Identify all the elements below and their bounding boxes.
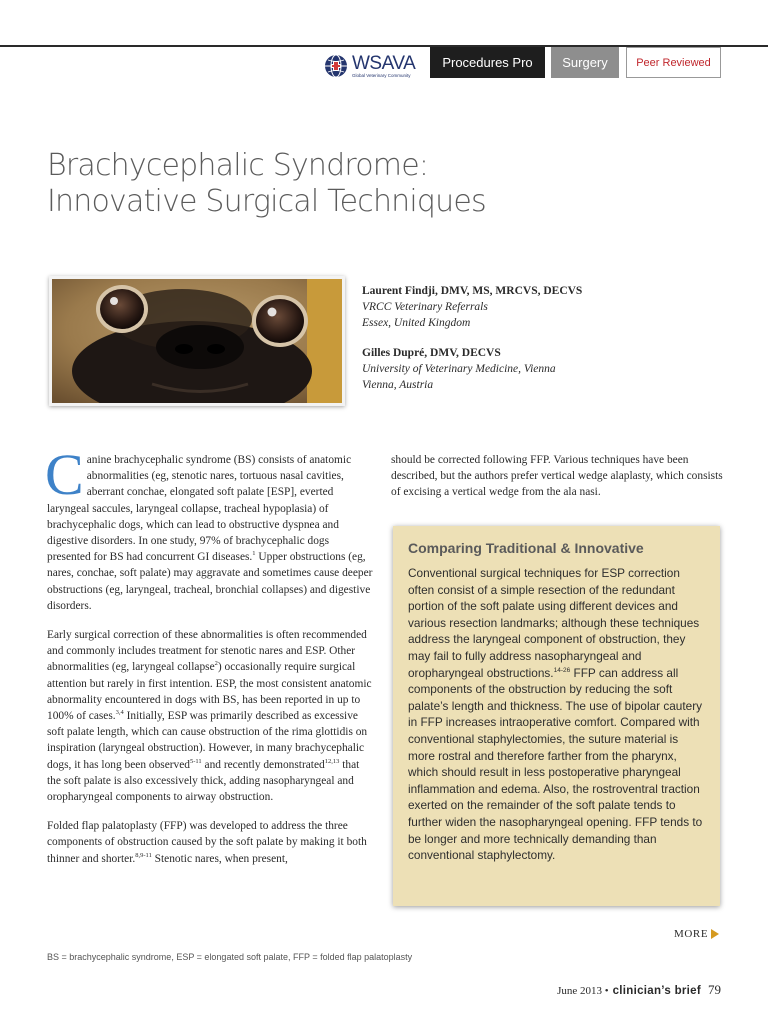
author-location: Essex, United Kingdom (362, 317, 471, 329)
citation: 1 (252, 550, 256, 558)
tab-surgery[interactable]: Surgery (551, 47, 619, 78)
tab-procedures-pro[interactable]: Procedures Pro (430, 47, 545, 78)
sidebar-box (393, 526, 720, 906)
logo-tagline: Global Veterinary Community (352, 72, 411, 78)
author-affiliation: University of Veterinary Medicine, Vienna (362, 363, 556, 375)
author-list (362, 283, 722, 393)
body-column-left (45, 442, 374, 880)
author-affiliation: VRCC Veterinary Referrals (362, 301, 488, 313)
citation: 8,9-11 (135, 851, 152, 859)
citation: 5-11 (190, 757, 202, 765)
page-number: 79 (708, 982, 721, 997)
body-column-right (391, 452, 723, 514)
page-footer (557, 982, 721, 998)
publication-name: clinician’s brief (612, 985, 701, 997)
author-2 (362, 345, 722, 393)
more-label: MORE (674, 928, 709, 940)
pug-face-image (52, 279, 342, 403)
citation: 2 (214, 660, 218, 668)
issue-date: June 2013 • (557, 985, 609, 997)
logo-name: WSAVA (352, 52, 416, 74)
author-name: Laurent Findji, DMV, MS, MRCVS, DECVS (362, 285, 583, 297)
body-paragraph-4: should be corrected following FFP. Various techniques have been described, but the authors prefer vertical wedge alaplasty, which consists of excising a vertical wedge from the ala nasi. (391, 454, 723, 499)
title-line-2: Innovative Surgical Techniques (47, 184, 486, 219)
citation: 12,13 (324, 757, 340, 765)
title-line-1: Brachycephalic Syndrome: (47, 148, 429, 183)
article-title (47, 148, 486, 220)
body-paragraph-3: Folded flap palatoplasty (FFP) was developed to address the three components of obstruction caused by the soft palate by making it both thinner and shorter.$^{8,9-11}$ Stenotic nares, when present, (47, 820, 367, 865)
author-1 (362, 283, 722, 331)
abbreviations-footnote: BS = brachycephalic syndrome, ESP = elongated soft palate, FFP = folded flap palatoplasty (47, 952, 413, 962)
wsava-logo[interactable] (324, 52, 415, 80)
author-location: Vienna, Austria (362, 379, 434, 391)
globe-icon (324, 54, 348, 78)
more-link[interactable] (674, 928, 719, 940)
triangle-right-icon (711, 929, 719, 939)
peer-reviewed-badge: Peer Reviewed (626, 47, 721, 78)
body-paragraph-2: Early surgical correction of these abnormalities is often recommended and commonly includes treatment for stenotic nares and ESP. Other abnormalities (eg, laryngeal collapse$^2$) occasionally require surgical attention but rarely in first intention. ESP, the most consistent anatomic abnormality encountered in dogs with BS, has been reported in up to 100% of cases.$^{3,4}$ Initially, ESP was primarily described as excessive soft palate length, which can cause obstruction of the rima glottidis on inspiration (laryngeal obstruction). However, in many brachycephalic dogs, it has long been observed$^{5-11}$ and recently demonstrated$^{12,13}$ that the soft palate is also excessively thick, adding nasopharyngeal and oropharyngeal components to airway obstruction. (47, 629, 372, 804)
drop-cap: C (45, 442, 84, 507)
citation: 3,4 (115, 709, 124, 717)
sidebar-title: Comparing Traditional & Innovative (408, 540, 644, 556)
body-paragraph-1: Canine brachycephalic syndrome (BS) consists of anatomic abnormalities (eg, stenotic nares, tortuous nasal cavities, aberrant conchae, elongated soft palate [ESP], everted laryngeal saccules, laryngeal collapse, tracheal hypoplasia) of brachycephalic dogs, which can lead to obstructive dyspnea and digestive disorders. In one study, 97% of brachycephalic dogs presented for BS had concurrent GI diseases.$^1$ Upper obstructions (eg, nares, conchae, soft palate) may aggravate and sometimes cause deeper obstructions (eg, laryngeal, tracheal, bronchial collapses) and digestive disorders. (45, 442, 373, 612)
author-name: Gilles Dupré, DMV, DECVS (362, 347, 501, 359)
citation: 14-26 (553, 666, 571, 674)
pug-photo (49, 276, 345, 406)
sidebar-text: Conventional surgical techniques for ESP correction often consist of a simple resection of the redundant portion of the soft palate using different devices and various resection landmarks; although these techniques address the laryngeal component of obstruction, they may fail to fully address nasopharyngeal and oropharyngeal obstructions.$^{14-26}$ FFP can address all components of the obstruction by reducing the soft palate’s length and thickness. The use of bipolar cautery in FFP increases intraoperative comfort. Compared with conventional staphylectomies, the suture material is more rostral and therefore farther from the pharynx, which should result in less postoperative pharyngeal inflammation and edema. Also, the rostroventral traction exerted on the remainder of the soft palate tends to further widen the nasopharyngeal opening. FFP tends to be longer and more technically demanding than conventional staphylectomy. (408, 566, 703, 863)
